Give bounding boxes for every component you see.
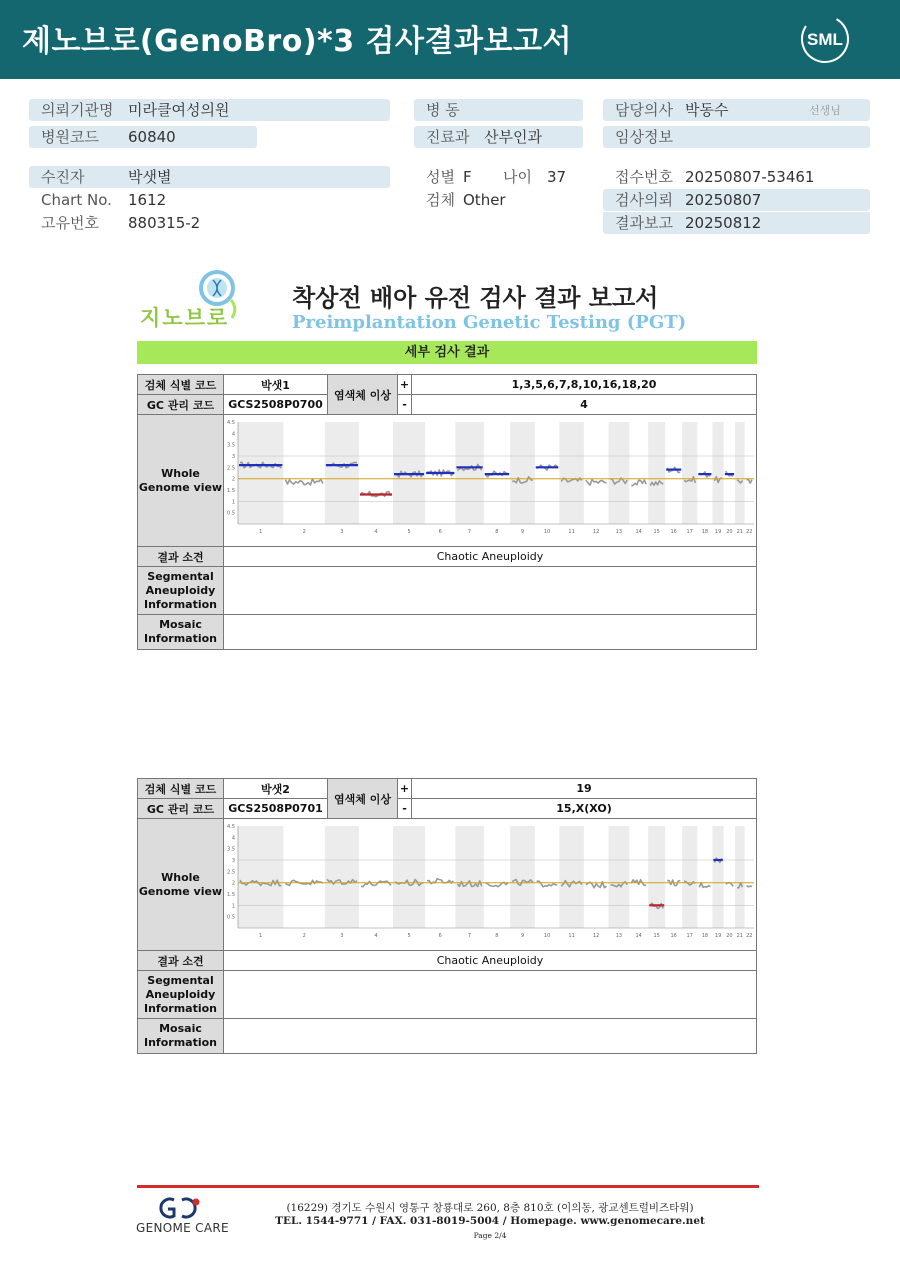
chromosome-label: 20 [726,932,733,939]
genome-care-logo-icon [152,1196,204,1220]
y-tick-label: 3 [231,857,235,864]
footer-contact: TEL. 1544-9771 / FAX. 031-8019-5004 / Homepage. www.genomecare.net [275,1215,705,1227]
sample-code-label: 검체 식별 코드 [138,375,224,395]
chromosome-label: 19 [714,932,722,939]
chromosome-band [455,422,483,524]
specimen-row [414,189,583,211]
chromosome-label: 9 [520,528,525,535]
loss-sign: - [398,799,412,819]
gain-sign: + [398,375,412,395]
patient-name-label: 수진자 [41,168,85,186]
sample-2-table [137,778,757,1054]
chrom-abn-label: 염색체 이상 [328,375,398,415]
y-tick-label: 3.5 [227,846,235,853]
copy-number-points [699,882,710,887]
finding-value: Chaotic Aneuploidy [224,547,757,567]
y-tick-label: 1 [231,498,235,505]
sml-logo-text: SML [807,30,843,49]
chromosome-band [559,826,584,928]
section-title: 세부 검사 결과 [137,341,757,364]
chromosome-band [648,826,665,928]
request-value: 20250807 [685,191,762,209]
footer-address: (16229) 경기도 수원시 영통구 창룡대로 260, 8층 810호 (이의동, 광교센트럴비즈타워) [286,1202,694,1214]
y-tick-label: 1 [231,902,235,909]
receipt-label: 접수번호 [615,168,673,186]
chromosome-label: 9 [520,932,525,939]
sample-1-table [137,374,757,650]
copy-number-points [537,881,558,887]
y-tick-label: 1.5 [227,487,235,494]
page-title: 제노브로(GenoBro)*3 검사결과보고서 [22,24,572,59]
chromosome-band [393,826,425,928]
receipt-row [603,166,870,188]
chromosome-band [648,422,665,524]
chromosome-band [455,826,483,928]
chromosome-band [510,826,535,928]
chromosome-label: 16 [670,528,677,535]
chrom-abn-label: 염색체 이상 [328,779,398,819]
copy-number-points [747,885,753,886]
receipt-value: 20250807-53461 [685,168,815,186]
institution-label: 의뢰기관명 [41,101,114,119]
chromosome-label: 15 [653,932,660,939]
y-tick-label: 2 [231,880,235,887]
y-tick-label: 2 [231,476,235,483]
sex-age-row [414,166,583,188]
doctor-suffix: 선생님 [809,104,841,117]
segmental-value [224,971,757,1019]
chromosome-label: 6 [438,528,442,535]
chromosome-band [735,422,745,524]
y-tick-label: 0.5 [227,510,235,517]
chromosome-label: 14 [635,932,642,939]
chromosome-label: 11 [568,932,575,939]
chromosome-label: 8 [495,932,499,939]
ward-label: 병 동 [426,101,460,119]
header-bar [0,0,900,79]
loss-value: 4 [412,395,757,415]
genobro-logo-text: 지노브로 [140,306,230,330]
y-tick-label: 3.5 [227,442,235,449]
chromosome-band [238,826,283,928]
report-row [603,212,870,234]
chromosome-band [712,422,723,524]
chromosome-band [712,826,723,928]
report-title: 착상전 배아 유전 검사 결과 보고서 [292,284,659,312]
hospital-code-label: 병원코드 [41,128,99,146]
chart-no-value: 1612 [128,191,167,209]
age-label: 나이 [503,168,532,186]
chromosome-label: 13 [615,932,623,939]
chromosome-band [735,826,745,928]
doctor-row [603,99,870,121]
chromosome-band [325,422,359,524]
chromosome-label: 7 [467,932,472,939]
chromosome-label: 4 [374,932,378,939]
department-label: 진료과 [426,128,470,146]
whole-genome-chart [224,416,757,546]
chromosome-label: 5 [407,528,411,535]
unique-id-label: 고유번호 [41,214,99,232]
hospital-code-row [29,126,257,148]
chromosome-label: 17 [686,528,693,535]
chromosome-label: 20 [726,528,733,535]
y-tick-label: 3 [231,453,235,460]
chromosome-label: 15 [653,528,660,535]
mosaic-value [224,1019,757,1054]
request-label: 검사의뢰 [615,191,673,209]
y-tick-label: 4.5 [227,419,235,426]
institution-value: 미라클여성의원 [128,101,230,119]
chromosome-label: 21 [736,528,743,535]
chromosome-label: 17 [686,932,693,939]
chromosome-label: 2 [302,932,306,939]
doctor-label: 담당의사 [615,101,673,119]
chart-no-row [29,189,390,211]
chromosome-label: 1 [259,528,263,535]
chromosome-band [559,422,584,524]
chart-no-label: Chart No. [41,191,112,209]
chromosome-label: 19 [714,528,722,535]
chromosome-label: 13 [615,528,623,535]
chromosome-band [510,422,535,524]
company-name: GENOME CARE [136,1221,229,1235]
gc-code-label: GC 관리 코드 [138,395,224,415]
chromosome-label: 4 [374,528,378,535]
department-row [414,126,583,148]
mosaic-value [224,615,757,650]
finding-value: Chaotic Aneuploidy [224,951,757,971]
wgv-label: Whole Genome view [138,415,224,547]
chromosome-band [682,422,697,524]
y-tick-label: 2.5 [227,868,235,875]
chromosome-label: 12 [593,932,600,939]
unique-id-value: 880315-2 [128,214,201,232]
request-row [603,189,870,211]
loss-value: 15,X(XO) [412,799,757,819]
copy-number-points [285,478,323,484]
sex-label: 성별 [426,168,455,186]
copy-number-points [747,479,753,483]
gain-value: 1,3,5,6,7,8,10,16,18,20 [412,375,757,395]
y-tick-label: 4 [231,834,235,841]
chromosome-band [238,422,283,524]
sex-value: F [463,168,472,186]
gc-code-value: GCS2508P0700 [224,395,328,415]
mosaic-label: Mosaic Information [138,615,224,650]
chromosome-label: 10 [543,932,551,939]
institution-row [29,99,390,121]
unique-id-row [29,212,390,234]
chromosome-label: 12 [593,528,600,535]
chromosome-label: 21 [736,932,743,939]
finding-label: 결과 소견 [138,547,224,567]
chromosome-label: 18 [701,528,709,535]
report-label: 결과보고 [615,214,673,232]
chromosome-label: 7 [467,528,472,535]
chromosome-label: 18 [701,932,709,939]
department-value: 산부인과 [484,128,542,146]
report-value: 20250812 [685,214,762,232]
chromosome-label: 14 [635,528,642,535]
y-tick-label: 2.5 [227,464,235,471]
segmental-label: Segmental Aneuploidy Information [138,971,224,1019]
gc-code-label: GC 관리 코드 [138,799,224,819]
chromosome-label: 5 [407,932,411,939]
mosaic-label: Mosaic Information [138,1019,224,1054]
chromosome-label: 11 [568,528,575,535]
footer-divider [137,1185,759,1188]
page-number: Page 2/4 [473,1231,507,1240]
chromosome-band [325,826,359,928]
chromosome-label: 8 [495,528,499,535]
y-tick-label: 4.5 [227,823,235,830]
whole-genome-chart [224,820,757,950]
sample-code-value: 박샛1 [224,375,328,395]
chromosome-label: 16 [670,932,677,939]
chromosome-label: 6 [438,932,442,939]
copy-number-points [361,881,391,887]
finding-label: 결과 소견 [138,951,224,971]
segmental-label: Segmental Aneuploidy Information [138,567,224,615]
clinical-label: 임상정보 [615,128,673,146]
chromosome-band [609,422,630,524]
chromosome-label: 10 [543,528,551,535]
gain-value: 19 [412,779,757,799]
clinical-row [603,126,870,148]
chromosome-label: 22 [746,528,753,535]
chromosome-label: 3 [340,932,344,939]
copy-number-points [586,479,607,485]
chromosome-label: 1 [259,932,263,939]
hospital-code-value: 60840 [128,128,176,146]
specimen-label: 검체 [426,191,455,209]
age-value: 37 [547,168,567,186]
ward-row [414,99,583,121]
wgv-label: Whole Genome view [138,819,224,951]
patient-name-row [29,166,390,188]
copy-number-points [631,480,646,486]
sample-code-label: 검체 식별 코드 [138,779,224,799]
report-subtitle: Preimplantation Genetic Testing (PGT) [292,312,687,333]
chromosome-band [609,826,630,928]
chromosome-band [682,826,697,928]
chromosome-label: 22 [746,932,753,939]
specimen-value: Other [463,191,506,209]
chromosome-label: 3 [340,528,344,535]
sml-logo-icon [798,12,852,66]
segmental-value [224,567,757,615]
y-tick-label: 0.5 [227,914,235,921]
gain-sign: + [398,779,412,799]
y-tick-label: 4 [231,430,235,437]
loss-sign: - [398,395,412,415]
gc-code-value: GCS2508P0701 [224,799,328,819]
chromosome-label: 2 [302,528,306,535]
doctor-value: 박동수 [685,101,729,119]
patient-name-value: 박샛별 [128,168,172,186]
genobro-logo-icon [138,268,250,330]
sample-code-value: 박샛2 [224,779,328,799]
y-tick-label: 1.5 [227,891,235,898]
